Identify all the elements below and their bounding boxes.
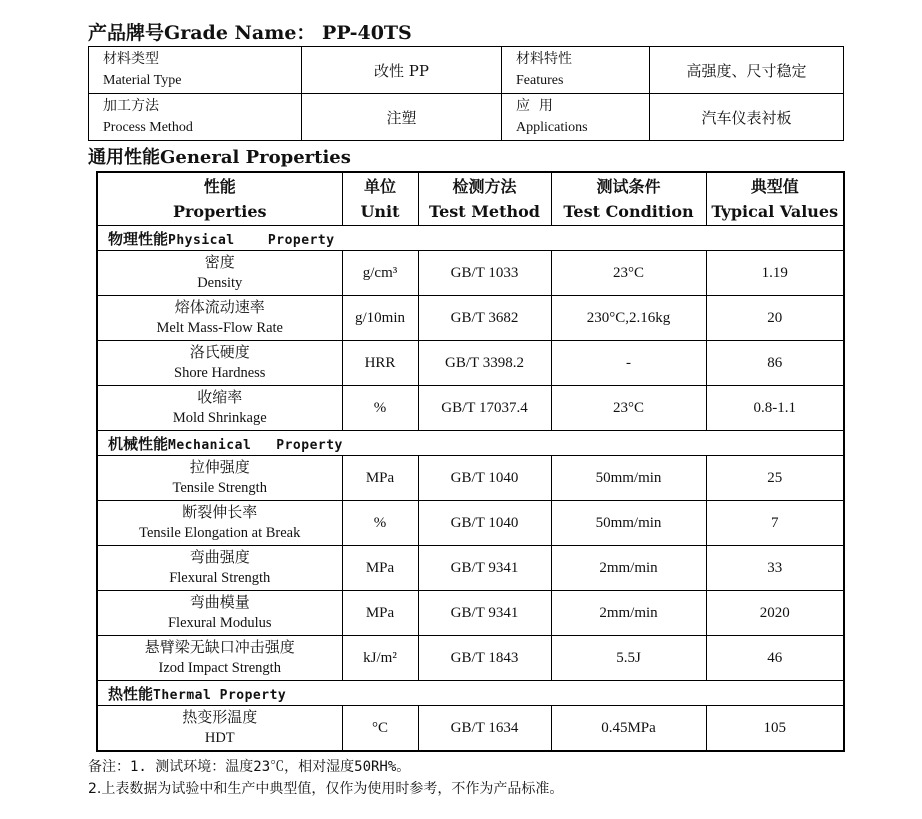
header-test-method: 检测方法 Test Method [418, 172, 551, 226]
section-mechanical: 机械性能Mechanical Property [97, 431, 844, 456]
note-line-2: 2.上表数据为试验中和生产中典型值，仅作为使用时参考，不作为产品标准。 [88, 781, 564, 797]
header-unit: 单位 Unit [342, 172, 418, 226]
table-row: 熔体流动速率 Melt Mass-Flow Rate g/10min GB/T 3682 230°C,2.16kg 20 [97, 296, 844, 341]
applications-value: 汽车仪表衬板 [650, 94, 844, 141]
header-typical-values: 典型值 Typical Values [706, 172, 844, 226]
table-row: 热变形温度 HDT °C GB/T 1634 0.45MPa 105 [97, 706, 844, 752]
features-value: 高强度、尺寸稳定 [650, 47, 844, 94]
grade-value: PP-40TS [322, 22, 412, 44]
info-table [88, 46, 844, 141]
process-method-label: 加工方法 Process Method [89, 94, 302, 141]
table-row: 洛氏硬度 Shore Hardness HRR GB/T 3398.2 - 86 [97, 341, 844, 386]
table-row: 密度 Density g/cm³ GB/T 1033 23°C 1.19 [97, 251, 844, 296]
table-row: 收缩率 Mold Shrinkage % GB/T 17037.4 23°C 0.8-1.1 [97, 386, 844, 431]
material-type-value: 改性 PP [302, 47, 502, 94]
table-header-row [97, 172, 844, 226]
process-method-value: 注塑 [302, 94, 502, 141]
note-line-1: 备注：1. 测试环境：温度23℃，相对湿度50RH%。 [88, 759, 411, 775]
header-test-condition: 测试条件 Test Condition [551, 172, 706, 226]
grade-title [88, 20, 412, 46]
table-row: 拉伸强度 Tensile Strength MPa GB/T 1040 50mm/min 25 [97, 456, 844, 501]
section-thermal: 热性能Thermal Property [97, 681, 844, 706]
features-label: 材料特性 Features [502, 47, 650, 94]
applications-label: 应 用 Applications [502, 94, 650, 141]
general-properties-title: 通用性能General Properties [88, 147, 351, 168]
table-row: 弯曲强度 Flexural Strength MPa GB/T 9341 2mm/min 33 [97, 546, 844, 591]
material-type-label: 材料类型 Material Type [89, 47, 302, 94]
header-properties: 性能 Properties [97, 172, 342, 226]
grade-label: 产品牌号Grade Name： [88, 22, 316, 44]
table-row: 悬臂梁无缺口冲击强度 Izod Impact Strength kJ/m² GB/T 1843 5.5J 46 [97, 636, 844, 681]
table-row: 弯曲模量 Flexural Modulus MPa GB/T 9341 2mm/min 2020 [97, 591, 844, 636]
properties-table [96, 171, 845, 752]
table-row: 断裂伸长率 Tensile Elongation at Break % GB/T 1040 50mm/min 7 [97, 501, 844, 546]
section-physical: 物理性能Physical Property [97, 226, 844, 251]
